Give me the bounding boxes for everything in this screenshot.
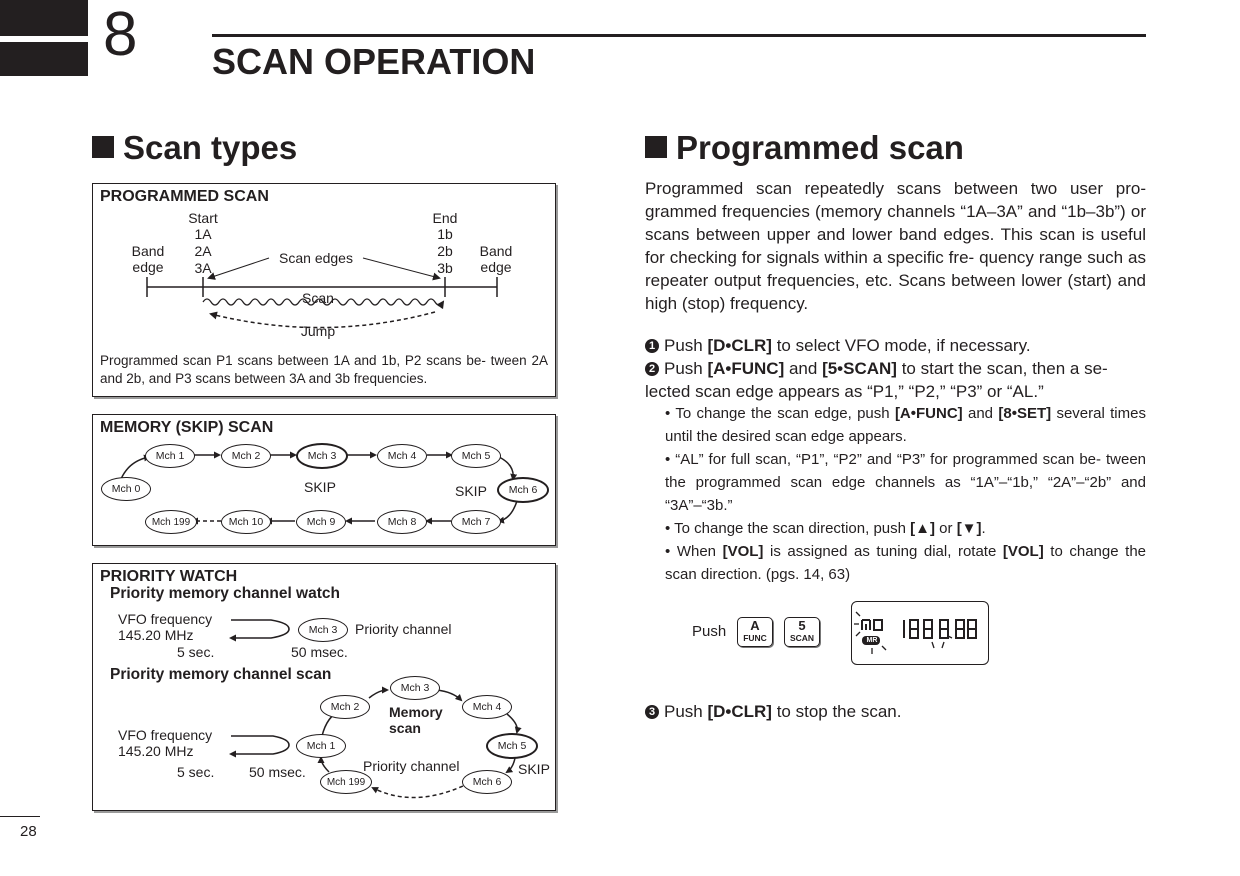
priority-channel-label-2: Priority channel [363,758,460,774]
left-band-label: Band [131,243,165,259]
bullet-dot: • [665,451,676,468]
mch-5-node: Mch 5 [451,444,501,468]
step-number-1: 1 [645,339,659,353]
bullet-1-key2: [8•SET] [998,405,1052,422]
programmed-scan-section-title: Programmed scan [676,129,964,166]
jump-label: Jump [300,323,336,339]
func-key-bottom: FUNC [743,633,767,643]
left-edge-label: edge [132,259,164,275]
start-2a: 2A [194,243,212,259]
step-3-key: [D•CLR] [707,702,772,721]
mch-9-node: Mch 9 [296,510,346,534]
bullet-2-text: “AL” for full scan, “P1”, “P2” and “P3” for programmed scan be- tween the programmed scan edge channels as “1A”–“1b,” “2A”–“2b” and “3A”–“3b.” [665,451,1146,514]
step-3 [645,700,1146,723]
step-2 [645,357,1146,403]
chapter-title: SCAN OPERATION [212,41,536,82]
scan-mch-5-node: Mch 5 [486,733,538,759]
step-2-key: [A•FUNC] [707,359,785,378]
step-2-mid: and [784,359,823,378]
func-key-icon [737,617,773,647]
priority-watch-subtitle: Priority memory channel watch [110,585,340,602]
right-edge-label: edge [480,259,512,275]
start-1a: 1A [194,226,212,242]
mch-10-node: Mch 10 [221,510,271,534]
fifty-msec-2: 50 msec. [249,764,306,780]
vol-key-2: [VOL] [1002,543,1044,560]
end-label: End [432,210,458,226]
priority-channel-label-1: Priority channel [355,621,452,637]
bullet-3 [665,517,1146,540]
bullet-1-pre: To change the scan edge, push [675,405,895,422]
scan-mch-2-node: Mch 2 [320,695,370,719]
scan-key-top: 5 [798,618,806,633]
footer-rule [0,816,40,817]
programmed-scan-figure [92,183,556,397]
bullet-dot: • [665,543,677,560]
mch-199-node: Mch 199 [145,510,197,534]
priority-watch-title: PRIORITY WATCH [100,568,238,585]
scan-edges-label: Scan edges [279,250,353,266]
end-2b: 2b [437,243,453,259]
bullet-1-mid: and [962,405,999,422]
page-number: 28 [20,823,37,840]
start-label: Start [188,210,218,226]
step-2-pre: Push [664,359,708,378]
scan-key-icon [784,617,820,647]
step-2-key2: [5•SCAN] [822,359,897,378]
up-key: [▲] [910,520,935,537]
start-3a: 3A [194,260,212,276]
step-1-key: [D•CLR] [707,336,772,355]
skip-label-mch6: SKIP [455,483,487,499]
step-1-post: to select VFO mode, if necessary. [771,336,1031,355]
down-key: [▼] [956,520,982,537]
step-number-2: 2 [645,362,659,376]
five-sec-2: 5 sec. [177,764,215,780]
scan-mch-3-node: Mch 3 [390,676,440,700]
scan-mch-1-node: Mch 1 [296,734,346,758]
mch-3-node: Mch 3 [296,443,348,469]
bullet-1-post: several times until the desired scan edge appears. [665,405,1146,445]
bullet-1-key: [A•FUNC] [894,405,963,422]
bullet-3-mid: or [935,520,957,537]
scan-types-heading [92,130,297,166]
bullet-4 [665,540,1146,586]
mch-6-node: Mch 6 [497,477,549,503]
memory-scan-label-1: Memory [389,704,443,720]
step-1 [645,334,1146,357]
vfo-freq-2: 145.20 MHz [118,743,194,759]
step-3-post: to stop the scan. [771,702,902,721]
fifty-msec-1: 50 msec. [291,644,348,660]
vfo-label-2: VFO frequency [118,727,213,743]
vfo-label-1: VFO frequency [118,611,213,627]
scan-mch-4-node: Mch 4 [462,695,512,719]
bullet-1 [665,402,1146,448]
bullet-3-pre: To change the scan direction, push [674,520,911,537]
mch-4-node: Mch 4 [377,444,427,468]
end-3b: 3b [437,260,453,276]
memory-scan-label-2: scan [389,720,421,736]
chapter-tab-top [0,0,88,36]
chapter-tab-bottom [0,42,88,76]
vol-key-1: [VOL] [722,543,764,560]
watch-mch-3-node: Mch 3 [298,618,348,642]
vfo-freq-1: 145.20 MHz [118,627,194,643]
bullet-dot: • [665,405,676,422]
bullet-dot: • [665,520,675,537]
five-sec-1: 5 sec. [177,644,215,660]
priority-scan-subtitle: Priority memory channel scan [110,666,332,683]
step-3-pre: Push [664,702,708,721]
lcd-segments-icon [852,602,988,664]
memory-skip-scan-figure [92,414,556,546]
mch-1-node: Mch 1 [145,444,195,468]
programmed-scan-heading [645,130,964,166]
bullet-4-mid: is assigned as tuning dial, rotate [763,543,1003,560]
scan-label: Scan [302,290,334,306]
memory-scan-title: MEMORY (SKIP) SCAN [100,419,274,436]
lcd-display-icon [851,601,989,665]
right-band-label: Band [479,243,513,259]
bullet-4-post: to change the scan direction. (pgs. 14, 63) [665,543,1147,583]
end-1b: 1b [437,226,453,242]
mch-8-node: Mch 8 [377,510,427,534]
skip-label-mch3: SKIP [304,479,336,495]
func-key-top: A [750,618,760,633]
lcd-mr-badge: MR [866,637,878,644]
chapter-number: 8 [103,0,138,69]
programmed-scan-intro: Programmed scan repeatedly scans between two user pro- grammed frequencies (memory channels “1A–3A” and “1b–3b”) or scans between upper and lower band edges. This scan is useful for checking for signals within a specific fre- quency range such as repeater output frequencies, etc. Scans between lower (start) and high (stop) frequency. [645,179,1146,313]
mch-0-node: Mch 0 [101,477,151,501]
priority-skip-label: SKIP [518,761,550,777]
header-rule [212,34,1146,37]
bullet-4-pre: When [676,543,723,560]
scan-key-bottom: SCAN [789,633,815,643]
bullet-2 [665,448,1146,517]
programmed-scan-title: PROGRAMMED SCAN [100,188,269,205]
mch-2-node: Mch 2 [221,444,271,468]
scan-types-title: Scan types [123,129,298,166]
step-2-post: to start the scan, then a se- lected scan edge appears as “P1,” “P2,” “P3” or “AL.” [645,359,1108,401]
bullet-3-post: . [981,520,986,537]
mch-7-node: Mch 7 [451,510,501,534]
priority-watch-figure [92,563,556,811]
push-label: Push [692,623,727,640]
step-1-pre: Push [664,336,708,355]
square-bullet-icon [645,136,667,158]
step-number-3: 3 [645,705,659,719]
scan-mch-199-node: Mch 199 [320,770,372,794]
square-bullet-icon [92,136,114,158]
programmed-scan-caption: Programmed scan P1 scans between 1A and 1b, P2 scans be- tween 2A and 2b, and P3 scans between 3A and 3b frequencies. [100,353,548,386]
scan-mch-6-node: Mch 6 [462,770,512,794]
